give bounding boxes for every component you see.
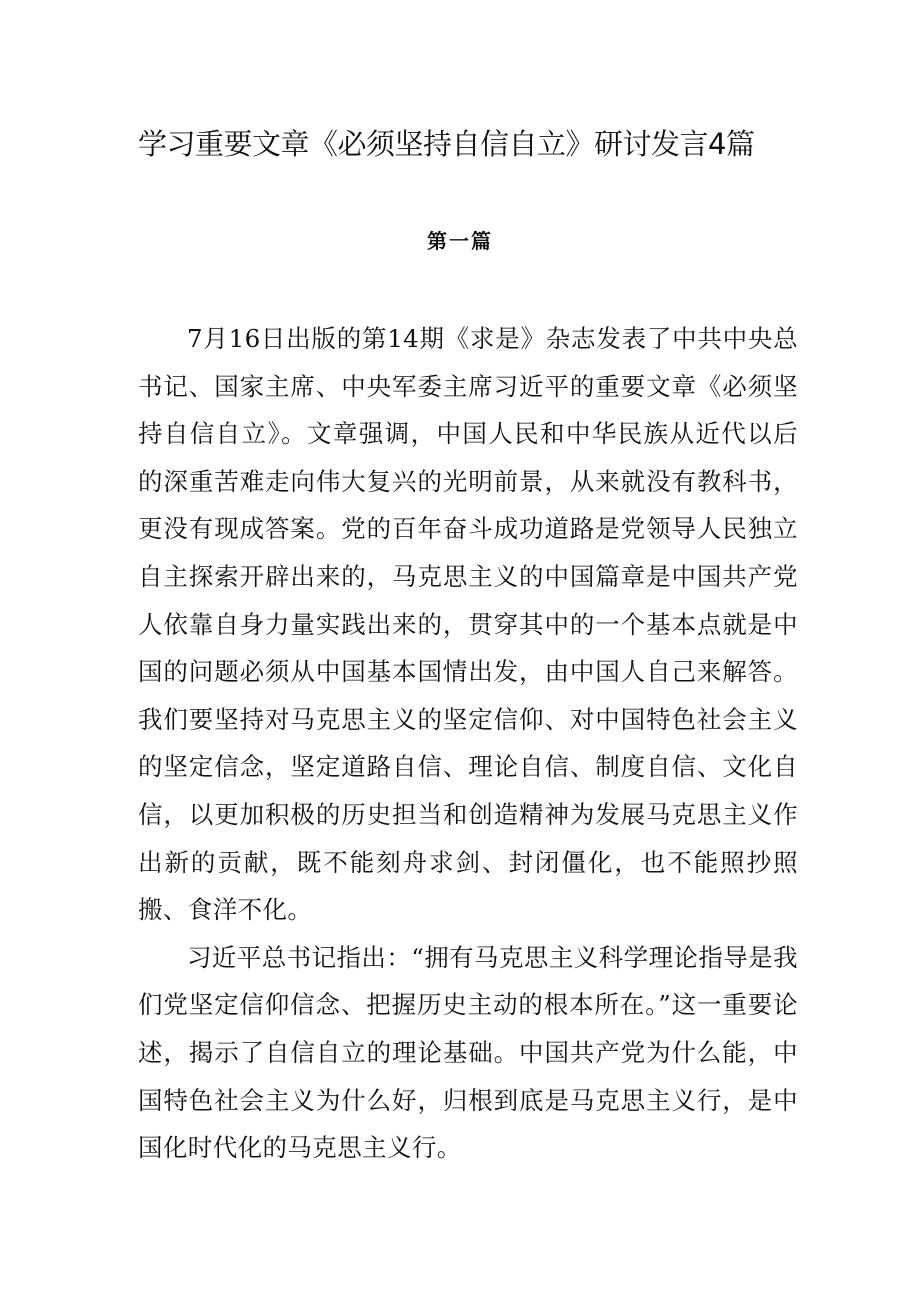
document-body xyxy=(138,315,798,1172)
body-paragraph: 7月16日出版的第14期《求是》杂志发表了中共中央总书记、国家主席、中央军委主席习近平的重要文章《必须坚持自信自立》。文章强调，中国人民和中华民族从近代以后的深重苦难走向伟大复兴的光明前景，从来就没有教科书，更没有现成答案。党的百年奋斗成功道路是党领导人民独立自主探索开辟出来的，马克思主义的中国篇章是中国共产党人依靠自身力量实践出来的，贯穿其中的一个基本点就是中国的问题必须从中国基本国情出发，由中国人自己来解答。我们要坚持对马克思主义的坚定信仰、对中国特色社会主义的坚定信念，坚定道路自信、理论自信、制度自信、文化自信，以更加积极的历史担当和创造精神为发展马克思主义作出新的贡献，既不能刻舟求剑、封闭僵化，也不能照抄照搬、食洋不化。 xyxy=(138,324,798,925)
body-paragraph: 习近平总书记指出：“拥有马克思主义科学理论指导是我们党坚定信仰信念、把握历史主动的根本所在。”这一重要论述，揭示了自信自立的理论基础。中国共产党为什么能，中国特色社会主义为什么好，归根到底是马克思主义行，是中国化时代化的马克思主义行。 xyxy=(138,942,798,1163)
document-title: 学习重要文章《必须坚持自信自立》研讨发言4篇 xyxy=(138,127,755,161)
section-heading: 第一篇 xyxy=(427,229,493,253)
